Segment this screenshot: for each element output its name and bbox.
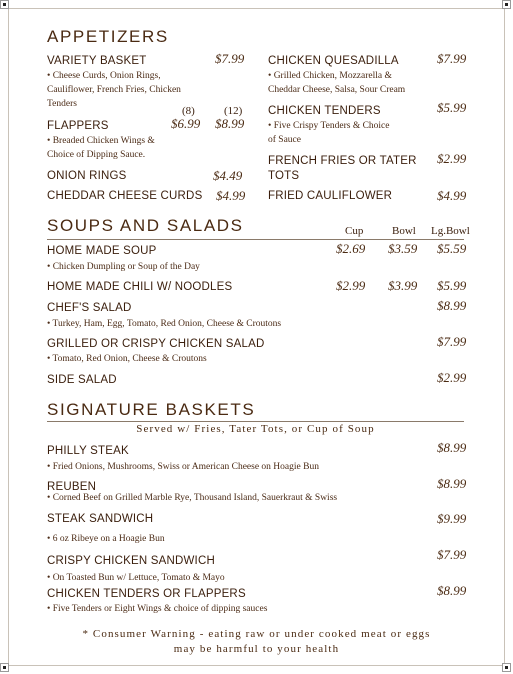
signature-baskets-heading: SIGNATURE BASKETS — [47, 400, 256, 419]
philly-steak-name: PHILLY STEAK — [47, 445, 129, 457]
col-header-lg-bowl: Lg.Bowl — [431, 225, 470, 237]
flappers-size-8: (8) — [182, 105, 195, 117]
variety-basket-price: $7.99 — [215, 51, 245, 66]
onion-rings-name: ONION RINGS — [47, 170, 127, 182]
variety-basket-desc-2: Cauliflower, French Fries, Chicken — [47, 85, 181, 95]
fries-name-1: FRENCH FRIES OR TATER — [268, 155, 417, 167]
flappers-desc-2: Choice of Dipping Sauce. — [47, 150, 146, 160]
chili-lg: $5.99 — [437, 278, 467, 293]
tenders-flappers-price: $8.99 — [437, 583, 467, 598]
soups-divider — [47, 239, 464, 240]
appetizers-heading: APPETIZERS — [47, 27, 169, 46]
flappers-size-12: (12) — [224, 105, 243, 117]
homemade-soup-bowl: $3.59 — [388, 241, 418, 256]
baskets-divider — [47, 421, 464, 422]
tenders-flappers-desc: • Five Tenders or Eight Wings & choice of dipping sauces — [47, 604, 268, 614]
quesadilla-name: CHICKEN QUESADILLA — [268, 55, 399, 67]
fries-price: $2.99 — [437, 151, 467, 166]
chili-bowl: $3.99 — [388, 278, 418, 293]
steak-sandwich-desc: • 6 oz Ribeye on a Hoagie Bun — [47, 534, 165, 544]
resize-handle-top-right[interactable] — [502, 0, 511, 9]
quesadilla-price: $7.99 — [437, 51, 467, 66]
chili-name: HOME MADE CHILI W/ NOODLES — [47, 281, 233, 293]
chili-cup: $2.99 — [336, 278, 366, 293]
variety-basket-desc-3: Tenders — [47, 99, 77, 109]
chicken-tenders-desc-2: of Sauce — [268, 135, 301, 145]
homemade-soup-lg: $5.59 — [437, 241, 467, 256]
side-salad-name: SIDE SALAD — [47, 374, 117, 386]
chicken-salad-name: GRILLED OR CRISPY CHICKEN SALAD — [47, 338, 265, 350]
homemade-soup-desc: • Chicken Dumpling or Soup of the Day — [47, 262, 200, 272]
chicken-salad-price: $7.99 — [437, 334, 467, 349]
chefs-salad-name: CHEF'S SALAD — [47, 302, 132, 314]
variety-basket-name: VARIETY BASKET — [47, 55, 147, 67]
fried-cauliflower-price: $4.99 — [437, 188, 467, 203]
crispy-chicken-price: $7.99 — [437, 547, 467, 562]
quesadilla-desc-1: • Grilled Chicken, Mozzarella & — [268, 71, 392, 81]
reuben-price: $8.99 — [437, 476, 467, 491]
reuben-name: REUBEN — [47, 481, 97, 493]
variety-basket-desc-1: • Cheese Curds, Onion Rings, — [47, 71, 161, 81]
fries-name-2: TOTS — [268, 170, 300, 182]
chefs-salad-price: $8.99 — [437, 298, 467, 313]
resize-handle-bottom-left[interactable] — [0, 663, 9, 672]
resize-handle-bottom-right[interactable] — [502, 663, 511, 672]
steak-sandwich-name: STEAK SANDWICH — [47, 513, 154, 525]
consumer-warning-line-1: * Consumer Warning - eating raw or under cooked meat or eggs — [82, 628, 431, 640]
chicken-tenders-name: CHICKEN TENDERS — [268, 105, 381, 117]
chicken-salad-desc: • Tomato, Red Onion, Cheese & Croutons — [47, 354, 207, 364]
chicken-tenders-price: $5.99 — [437, 100, 467, 115]
philly-steak-desc: • Fried Onions, Mushrooms, Swiss or American Cheese on Hoagie Bun — [47, 462, 319, 472]
steak-sandwich-price: $9.99 — [437, 511, 467, 526]
homemade-soup-cup: $2.69 — [336, 241, 366, 256]
quesadilla-desc-2: Cheddar Cheese, Salsa, Sour Cream — [268, 85, 406, 95]
philly-steak-price: $8.99 — [437, 440, 467, 455]
reuben-desc: • Corned Beef on Grilled Marble Rye, Thousand Island, Sauerkraut & Swiss — [47, 493, 338, 503]
col-header-cup: Cup — [345, 225, 364, 237]
cheddar-curds-price: $4.99 — [216, 188, 246, 203]
chicken-tenders-desc-1: • Five Crispy Tenders & Choice — [268, 121, 390, 131]
onion-rings-price: $4.49 — [213, 168, 243, 183]
chefs-salad-desc: • Turkey, Ham, Egg, Tomato, Red Onion, Cheese & Croutons — [47, 319, 282, 329]
flappers-name: FLAPPERS — [47, 120, 109, 132]
flappers-desc-1: • Breaded Chicken Wings & — [47, 136, 155, 146]
baskets-subtitle: Served w/ Fries, Tater Tots, or Cup of Soup — [136, 423, 375, 435]
cheddar-curds-name: CHEDDAR CHEESE CURDS — [47, 190, 203, 202]
flappers-price-12: $8.99 — [215, 116, 245, 131]
resize-handle-top-left[interactable] — [0, 0, 9, 9]
homemade-soup-name: HOME MADE SOUP — [47, 245, 157, 257]
tenders-flappers-name: CHICKEN TENDERS OR FLAPPERS — [47, 588, 246, 600]
page-border — [8, 8, 505, 666]
col-header-bowl: Bowl — [392, 225, 416, 237]
consumer-warning-line-2: may be harmful to your health — [173, 643, 340, 655]
crispy-chicken-name: CRISPY CHICKEN SANDWICH — [47, 555, 215, 567]
soups-salads-heading: SOUPS AND SALADS — [47, 216, 244, 235]
crispy-chicken-desc: • On Toasted Bun w/ Lettuce, Tomato & Mayo — [47, 573, 225, 583]
fried-cauliflower-name: FRIED CAULIFLOWER — [268, 190, 393, 202]
side-salad-price: $2.99 — [437, 370, 467, 385]
flappers-price-8: $6.99 — [171, 116, 201, 131]
